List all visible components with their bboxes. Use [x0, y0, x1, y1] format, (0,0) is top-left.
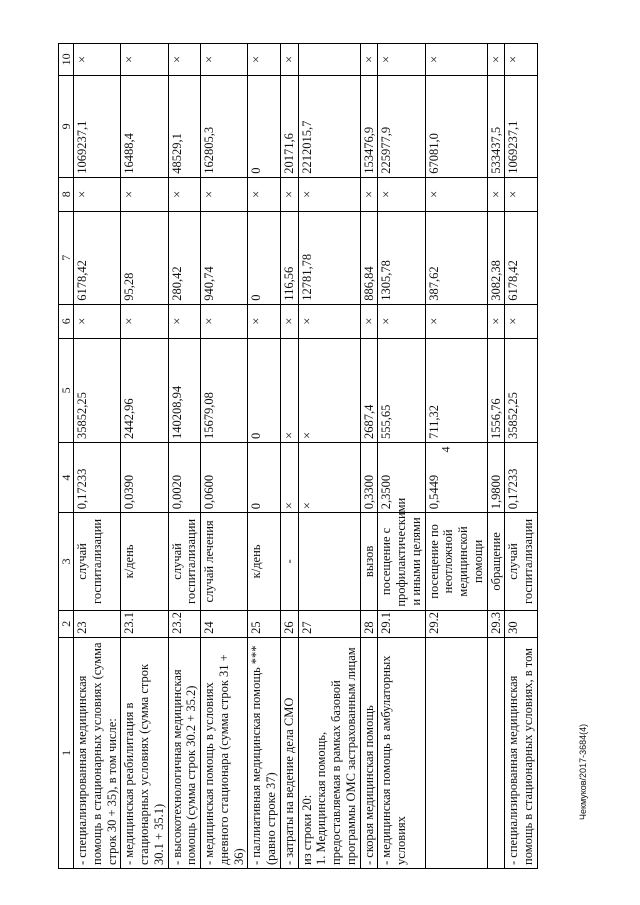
table-cell-c7: 0: [248, 211, 281, 304]
table-cell-c9: 20171,6: [280, 75, 298, 177]
table-cell-c8: ×: [360, 177, 378, 211]
table-cell-c4: 0,17233: [505, 442, 538, 512]
table-cell-c8: ×: [280, 177, 298, 211]
table-cell-c7: 1305,78: [378, 211, 425, 304]
table-cell-c4: 0,0600: [201, 442, 248, 512]
header-cell: 4: [59, 442, 74, 512]
page-number: 4: [438, 446, 453, 453]
table-cell-c4: 0,3300: [360, 442, 378, 512]
table-cell-c2: 23.2: [168, 610, 201, 637]
table-cell-c3: к/день: [248, 513, 281, 610]
table-cell-c3: к/день: [121, 513, 168, 610]
table-cell-c10: ×: [74, 44, 121, 76]
table-cell-c2: 26: [280, 610, 298, 637]
table-row: [425, 44, 487, 869]
table-row: [74, 44, 121, 869]
table-cell-c6: ×: [280, 304, 298, 338]
table-row: [378, 44, 425, 869]
table-cell-c6: ×: [121, 304, 168, 338]
table-cell-c3: случай госпитализации: [74, 513, 121, 610]
table-cell-c9: 48529,1: [168, 75, 201, 177]
header-cell: 1: [59, 637, 74, 868]
table-row: [280, 44, 298, 869]
table-row: [360, 44, 378, 869]
table-cell-c8: ×: [121, 177, 168, 211]
table-cell-c7: 886,84: [360, 211, 378, 304]
table-cell-c9: 162805,3: [201, 75, 248, 177]
data-table: [58, 43, 538, 869]
table-cell-c6: ×: [248, 304, 281, 338]
table-row: [121, 44, 168, 869]
table-cell-c5: ×: [280, 338, 298, 442]
table-cell-c2: 24: [201, 610, 248, 637]
table-cell-c6: ×: [74, 304, 121, 338]
table-cell-c1: - затраты на ведение дела СМО: [280, 637, 298, 868]
table-cell-c6: ×: [360, 304, 378, 338]
table-cell-c7: 12781,78: [298, 211, 360, 304]
table-cell-c9: 225977,9: [378, 75, 425, 177]
table-cell-c5: 2442,96: [121, 338, 168, 442]
table-cell-c2: 23: [74, 610, 121, 637]
header-cell: 3: [59, 513, 74, 610]
table-cell-c5: 1556,76: [487, 338, 505, 442]
header-row: [59, 44, 74, 869]
table-cell-c3: случай госпитализации: [505, 513, 538, 610]
table-cell-c7: 3082,38: [487, 211, 505, 304]
header-cell: 7: [59, 211, 74, 304]
table-cell-c5: 555,65: [378, 338, 425, 442]
table-cell-c7: 280,42: [168, 211, 201, 304]
table-cell-c10: ×: [360, 44, 378, 76]
table-cell-c3: посещение с профилактическими и иными целями: [378, 513, 425, 610]
table-cell-c4: ×: [280, 442, 298, 512]
table-cell-c2: 30: [505, 610, 538, 637]
table-cell-c3: -: [280, 513, 298, 610]
table-cell-c10: ×: [121, 44, 168, 76]
table-cell-c10: ×: [280, 44, 298, 76]
table-cell-c5: 35852,25: [74, 338, 121, 442]
table-cell-c4: 0,5449: [425, 442, 487, 512]
table-cell-c10: ×: [168, 44, 201, 76]
table-cell-c5: ×: [298, 338, 360, 442]
table-cell-c5: 140208,94: [168, 338, 201, 442]
rotated-table-container: [58, 43, 598, 869]
table-cell-c5: 0: [248, 338, 281, 442]
header-cell: 6: [59, 304, 74, 338]
table-cell-c3: посещение по неотложной медицинской помощи: [425, 513, 487, 610]
table-row: [168, 44, 201, 869]
table-cell-c1: - паллиативная медицинская помощь *** (равно строке 37): [248, 637, 281, 868]
table-row: [298, 44, 360, 869]
table-cell-c3: случай лечения: [201, 513, 248, 610]
header-cell: 8: [59, 177, 74, 211]
table-cell-c2: 23.1: [121, 610, 168, 637]
table-cell-c1: - медицинская помощь в условиях дневного стационара (сумма строк 31 + 36): [201, 637, 248, 868]
table-cell-c5: 2687,4: [360, 338, 378, 442]
table-cell-c2: 27: [298, 610, 360, 637]
table-cell-c6: ×: [487, 304, 505, 338]
table-cell-c2: 25: [248, 610, 281, 637]
table-cell-c6: ×: [378, 304, 425, 338]
table-cell-c9: 67081,0: [425, 75, 487, 177]
table-cell-c4: 2,3500: [378, 442, 425, 512]
table-cell-c8: ×: [487, 177, 505, 211]
table-cell-c1: - специализированная медицинская помощь в стационарных условиях, в том: [505, 637, 538, 868]
table-cell-c7: 6178,42: [505, 211, 538, 304]
table-cell-c9: 153476,9: [360, 75, 378, 177]
table-cell-c4: ×: [298, 442, 360, 512]
table-cell-c8: ×: [425, 177, 487, 211]
table-cell-c8: ×: [298, 177, 360, 211]
table-cell-c10: ×: [378, 44, 425, 76]
table-cell-c2: 29.2: [425, 610, 487, 637]
table-cell-c4: 0,17233: [74, 442, 121, 512]
table-cell-c5: 35852,25: [505, 338, 538, 442]
table-cell-c5: 711,32: [425, 338, 487, 442]
table-row: [201, 44, 248, 869]
table-cell-c7: 387,62: [425, 211, 487, 304]
table-cell-c8: ×: [248, 177, 281, 211]
table-cell-c10: ×: [505, 44, 538, 76]
header-cell: 2: [59, 610, 74, 637]
table-cell-c4: 0,0390: [121, 442, 168, 512]
table-cell-c1: - медицинская помощь в амбулаторных условиях: [378, 637, 425, 868]
table-cell-c10: ×: [201, 44, 248, 76]
table-cell-c2: 29.1: [378, 610, 425, 637]
table-cell-c6: ×: [168, 304, 201, 338]
table-cell-c7: 116,56: [280, 211, 298, 304]
table-cell-c2: 29.3: [487, 610, 505, 637]
table-cell-c8: ×: [505, 177, 538, 211]
table-cell-c8: ×: [201, 177, 248, 211]
table-cell-c10: ×: [425, 44, 487, 76]
table-cell-c1: [487, 637, 505, 868]
table-cell-c4: 0: [248, 442, 281, 512]
table-cell-c9: 533437,5: [487, 75, 505, 177]
table-cell-c1: - специализированная медицинская помощь в стационарных условиях (сумма строк 30 + 35), в том числе:: [74, 637, 121, 868]
table-cell-c6: ×: [505, 304, 538, 338]
table-cell-c1: - скорая медицинская помощь: [360, 637, 378, 868]
table-cell-c10: ×: [248, 44, 281, 76]
table-cell-c5: 15679,08: [201, 338, 248, 442]
table-cell-c10: [298, 44, 360, 76]
table-cell-c8: ×: [378, 177, 425, 211]
table-cell-c4: 1,9800: [487, 442, 505, 512]
header-cell: 10: [59, 44, 74, 76]
table-cell-c1: из строки 20: 1. Медицинская помощь, предоставляемая в рамках базовой программы ОМС застрахованным лицам: [298, 637, 360, 868]
table-cell-c8: ×: [168, 177, 201, 211]
table-cell-c10: ×: [487, 44, 505, 76]
table-row: [487, 44, 505, 869]
table-cell-c1: [425, 637, 487, 868]
table-cell-c9: 16488,4: [121, 75, 168, 177]
table-cell-c2: 28: [360, 610, 378, 637]
table-cell-c3: вызов: [360, 513, 378, 610]
table-cell-c9: 1069237,1: [74, 75, 121, 177]
table-cell-c3: обращение: [487, 513, 505, 610]
table-cell-c6: ×: [425, 304, 487, 338]
table-cell-c9: 1069237,1: [505, 75, 538, 177]
table-cell-c4: 0,0020: [168, 442, 201, 512]
table-cell-c7: 6178,42: [74, 211, 121, 304]
table-body: [74, 44, 538, 869]
header-cell: 9: [59, 75, 74, 177]
table-cell-c1: - высокотехнологичная медицинская помощь (сумма строк 30.2 + 35.2): [168, 637, 201, 868]
footer-code: Чекмуков/2017-3684(4): [578, 723, 588, 820]
table-row: [505, 44, 538, 869]
table-cell-c1: - медицинская реабилитация в стационарных условиях (сумма строк 30.1 + 35.1): [121, 637, 168, 868]
table-cell-c6: ×: [298, 304, 360, 338]
table-cell-c6: ×: [201, 304, 248, 338]
table-cell-c9: 0: [248, 75, 281, 177]
table-cell-c7: 940,74: [201, 211, 248, 304]
table-row: [248, 44, 281, 869]
table-cell-c8: ×: [74, 177, 121, 211]
table-cell-c7: 95,28: [121, 211, 168, 304]
table-cell-c9: 2212015,7: [298, 75, 360, 177]
table-cell-c3: случай госпитализации: [168, 513, 201, 610]
table-cell-c3: [298, 513, 360, 610]
header-cell: 5: [59, 338, 74, 442]
